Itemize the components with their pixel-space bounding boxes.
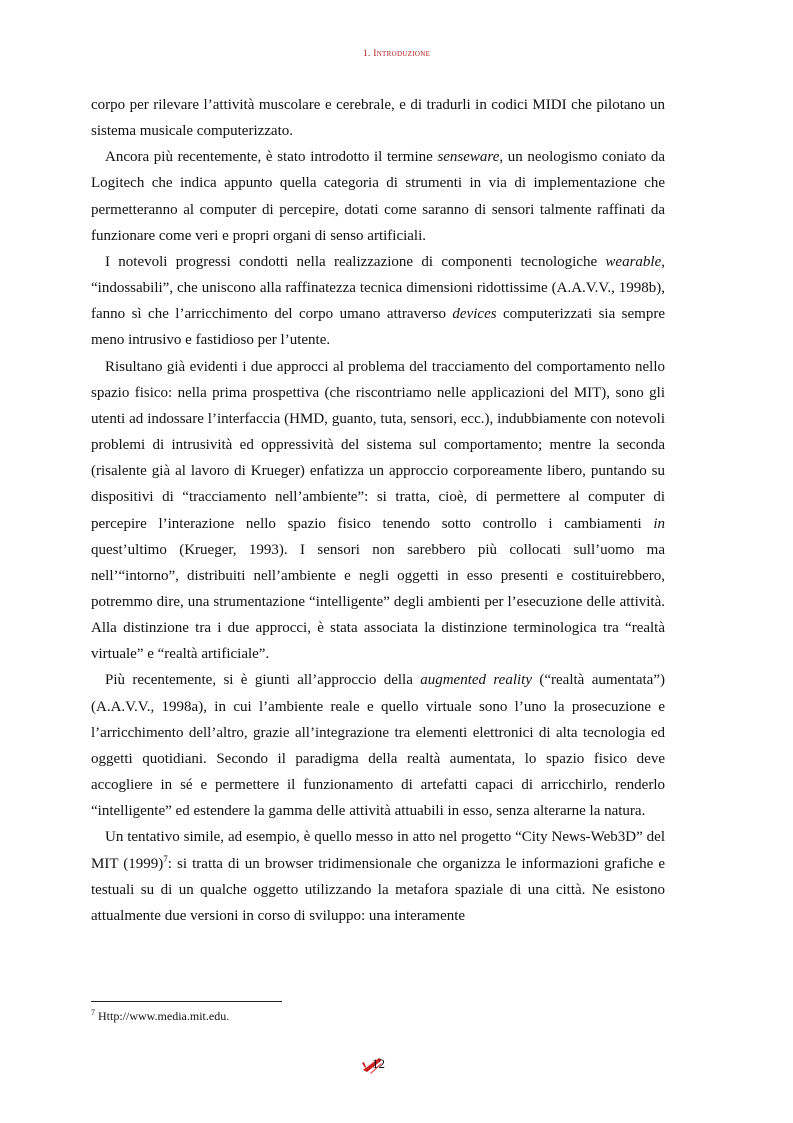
footnote-separator [91, 1001, 282, 1002]
paragraph-1: corpo per rilevare l’attività muscolare e cerebrale, e di tradurli in codici MIDI che pilotano un sistema musicale computerizzato. [91, 97, 665, 140]
text-run: I notevoli progressi condotti nella realizzazione di componenti tecnologiche [105, 253, 606, 270]
emphasis-senseware: senseware [437, 149, 500, 166]
text-run: , “indossabili”, che uniscono alla raffinatezza tecnica dimensioni ridottissime (A.A.V.V., 1998b), fanno sì che l’arricchimento del corpo umano attraverso [91, 253, 665, 323]
text-run: (“realtà aumentata”) (A.A.V.V., 1998a), in cui l’ambiente reale e quello virtuale sono l’uno la prosecuzione e l’arricchimento dell’altro, grazie all’integrazione tra elementi elettronici di alta tecnologia ed oggetti quotidiani. Secondo il paradigma della realtà aumentata, lo spazio fisico deve accogliere in sé e permettere il funzionamento di artefatti capaci di arricchirlo, renderlo “intelligente” ed estendere la gamma delle attività attuabili in esso, senza alterarne la natura. [91, 672, 665, 820]
text-run: Risultano già evidenti i due approcci al problema del tracciamento del comportamento nello spazio fisico: nella prima prospettiva (che riscontriamo nelle applicazioni del MIT), sono gli utenti ad indossare l’interfaccia (HMD, guanto, tuta, sensori, ecc.), indubbiamente con notevoli problemi di intrusività ed oppressività del sistema sul comportamento; mentre la seconda (risalente già al lavoro di Krueger) enfatizza un approccio corporeamente libero, puntando su dispositivi di “tracciamento nell’ambiente”: si tratta, cioè, di permettere al computer di percepire l’interazione nello spazio fisico tenendo sotto controllo i cambiamenti [91, 358, 665, 532]
footnote [91, 1009, 229, 1024]
paragraph-4 [91, 354, 665, 668]
emphasis-devices: devices [452, 306, 497, 323]
paragraph-5 [91, 667, 665, 824]
page-number-area [360, 1054, 400, 1078]
text-run: quest’ultimo (Krueger, 1993). I sensori non sarebbero più collocati sull’uomo ma nell’“intorno”, distribuiti nell’ambiente e negli oggetti in esso presenti e costituirebbero, potremmo dire, una strumentazione “intelligente” degli ambienti per l’esecuzione delle attività. Alla distinzione tra i due approcci, è stata associata la distinzione terminologica tra “realtà virtuale” e “realtà artificiale”. [91, 541, 665, 663]
text-run: Ancora più recentemente, è stato introdotto il termine [105, 149, 438, 166]
text-run: computerizzati sia sempre meno intrusivo e fastidioso per l’utente. [91, 306, 665, 349]
header-section-title: Introduzione [373, 49, 431, 59]
paragraph-3 [91, 249, 665, 354]
header-section-number: 1. [362, 49, 371, 59]
footnote-reference: 7 [163, 853, 168, 864]
paragraph-2 [91, 144, 665, 249]
footnote-text: Http://www.media.mit.edu. [95, 1009, 230, 1023]
footnote-marker: 7 [91, 1008, 95, 1017]
text-run: : si tratta di un browser tridimensionale che organizza le informazioni grafiche e testuali su di un qualche oggetto utilizzando la metafora spaziale di una città. Ne esistono attualmente due versioni in corso di sviluppo: una interamente [91, 855, 665, 924]
emphasis-wearable: wearable [605, 253, 662, 270]
text-run: Un tentativo simile, ad esempio, è quello messo in atto nel progetto “City News-Web3D” del MIT (1999) [91, 829, 665, 872]
running-header [0, 49, 793, 59]
emphasis-in: in [653, 515, 665, 532]
text-run: , un neologismo coniato da Logitech che indica appunto quella categoria di strumenti in via di implementazione che permetteranno al computer di percepire, dotati come saranno di sensori talmente raffinati da funzionare come veri e propri organi di senso artificiali. [91, 149, 665, 244]
emphasis-augmented-reality: augmented reality [420, 672, 532, 689]
paragraph-6 [91, 824, 665, 929]
text-run: Più recentemente, si è giunti all’approccio della [105, 672, 421, 689]
body-text [91, 92, 665, 929]
page-number: 12 [372, 1056, 385, 1071]
